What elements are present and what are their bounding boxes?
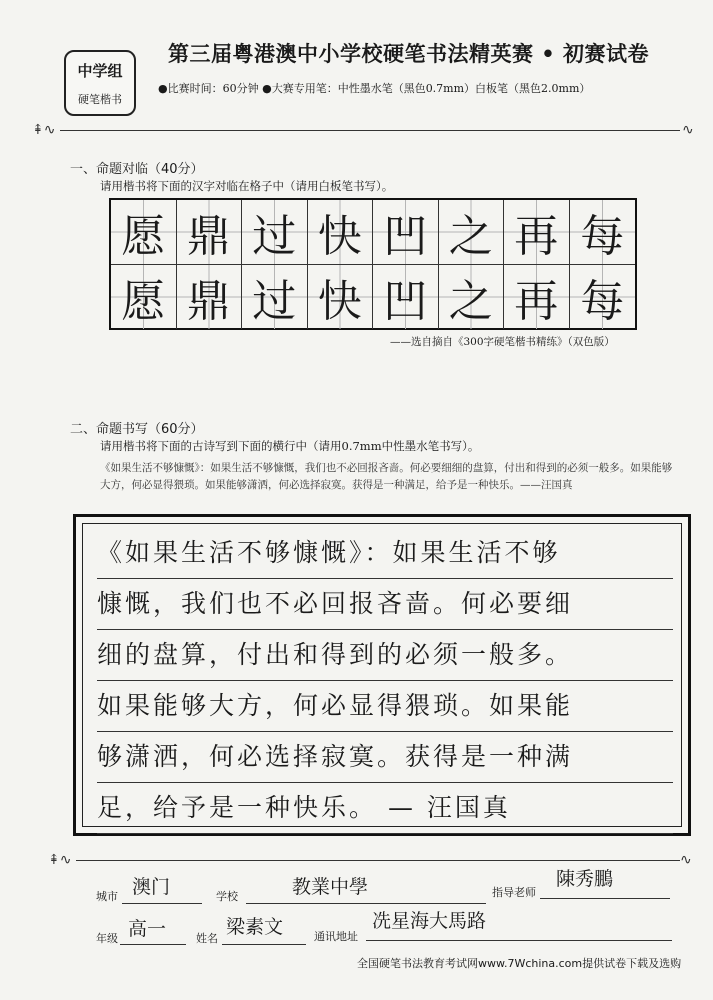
scroll-ornament-right-icon: ∿: [682, 122, 694, 138]
school-underline: [246, 903, 486, 904]
written-char-cell: 鼎: [177, 265, 243, 329]
city-label: 城市: [96, 890, 118, 903]
top-divider: [60, 130, 680, 131]
written-char-cell: 愿: [111, 265, 177, 329]
source-note: ——选自摘自《300字硬笔楷书精练》（双色版）: [390, 336, 615, 348]
written-line: 慷慨，我们也不必回报吝啬。何必要细: [97, 579, 673, 630]
name-value: 梁素文: [226, 916, 284, 938]
written-char-cell: 凹: [373, 265, 439, 329]
address-value: 冼星海大馬路: [372, 910, 487, 932]
teacher-underline: [540, 898, 670, 899]
writing-box: [73, 514, 691, 836]
model-char-cell: 过: [242, 200, 308, 265]
school-label: 学校: [216, 890, 238, 903]
model-char-cell: 每: [570, 200, 636, 265]
city-underline: [122, 903, 202, 904]
name-label: 姓名: [196, 932, 218, 945]
page-subtitle: ●比赛时间：60分钟 ●大赛专用笔：中性墨水笔（黑色0.7mm）白板笔（黑色2.0mm）: [158, 82, 591, 95]
scroll-ornament-bottom-left-icon: ⇞∿: [48, 852, 72, 868]
teacher-label: 指导老师: [492, 886, 536, 899]
section1-instruction: 请用楷书将下面的汉字对临在格子中（请用白板笔书写）。: [100, 179, 394, 193]
grade-label: 年级: [96, 932, 118, 945]
city-value: 澳门: [132, 876, 171, 898]
group-badge-category: 硬笔楷书: [78, 93, 122, 106]
written-line: 足，给予是一种快乐。 — 汪国真: [97, 783, 673, 834]
group-badge: [64, 50, 136, 116]
scroll-ornament-left-icon: ⇞∿: [32, 122, 56, 138]
writing-area: [82, 523, 682, 827]
model-char-cell: 凹: [373, 200, 439, 265]
written-line: 如果能够大方，何必显得猥琐。如果能: [97, 681, 673, 732]
model-char-cell: 之: [439, 200, 505, 265]
copy-grid: [109, 198, 637, 330]
name-underline: [222, 944, 306, 945]
model-char-cell: 鼎: [177, 200, 243, 265]
written-char-cell: 再: [504, 265, 570, 329]
model-char-cell: 再: [504, 200, 570, 265]
section1-heading: 一、命题对临（40分）: [70, 162, 204, 177]
footer-note: 全国硬笔书法教育考试网www.7Wchina.com提供试卷下载及选购: [357, 957, 682, 970]
address-label: 通讯地址: [314, 930, 358, 943]
written-char-cell: 之: [439, 265, 505, 329]
poem-reference: 《如果生活不够慷慨》：如果生活不够慷慨，我们也不必回报吝啬。何必要细细的盘算，付出和得到的必须一般多。如果能够大方，何必显得猥琐。如果能够潇洒，何必选择寂寞。获得是一种满足，给予是一种快乐。——汪国真: [100, 462, 673, 491]
address-underline: [366, 940, 672, 941]
section2-instruction: 请用楷书将下面的古诗写到下面的横行中（请用0.7mm中性墨水笔书写）。: [100, 439, 480, 453]
written-line: 《如果生活不够慷慨》：如果生活不够: [97, 528, 673, 579]
written-char-cell: 快: [308, 265, 374, 329]
written-line: 够潇洒，何必选择寂寞。获得是一种满: [97, 732, 673, 783]
grade-value: 高一: [128, 918, 167, 940]
written-char-cell: 过: [242, 265, 308, 329]
bottom-divider: [76, 860, 680, 861]
model-char-cell: 快: [308, 200, 374, 265]
grade-underline: [120, 944, 186, 945]
teacher-value: 陳秀鵬: [556, 868, 614, 890]
scroll-ornament-bottom-right-icon: ∿: [680, 852, 692, 868]
page-title: 第三届粤港澳中小学校硬笔书法精英赛 • 初赛试卷: [168, 42, 650, 66]
group-badge-label: 中学组: [77, 62, 123, 80]
school-value: 教業中學: [292, 876, 369, 898]
written-line: 细的盘算，付出和得到的必须一般多。: [97, 630, 673, 681]
section2-heading: 二、命题书写（60分）: [70, 422, 204, 437]
written-char-cell: 每: [570, 265, 636, 329]
model-char-cell: 愿: [111, 200, 177, 265]
